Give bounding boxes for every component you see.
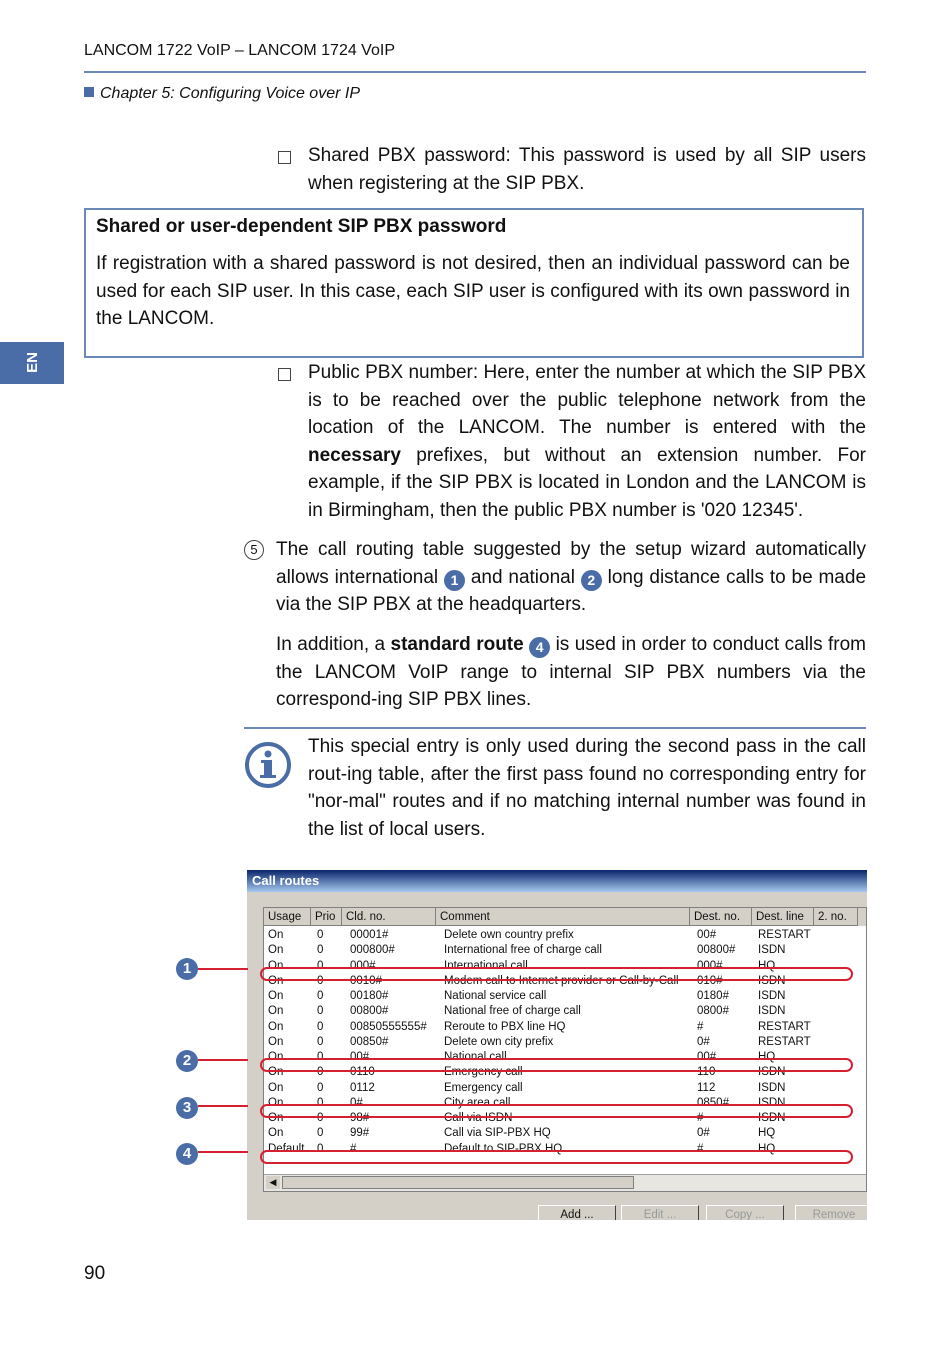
chapter-label: Chapter 5: Configuring Voice over IP bbox=[100, 85, 360, 102]
column-header-prio[interactable]: Prio bbox=[311, 908, 342, 926]
cell-prio: 0 bbox=[317, 1066, 324, 1079]
cell-usage: On bbox=[268, 990, 284, 1002]
cell-usage: On bbox=[268, 959, 284, 972]
square-bullet-icon bbox=[84, 87, 94, 97]
column-header-dest-no[interactable]: Dest. no. bbox=[690, 908, 752, 926]
cell-comment: International free of charge call bbox=[444, 944, 602, 957]
cell-dest-no: 00# bbox=[697, 1051, 717, 1063]
cell-dest-no: 0850# bbox=[697, 1096, 729, 1109]
edit-button[interactable]: Edit ... bbox=[621, 1205, 699, 1220]
cell-dest-no: 110 bbox=[697, 1066, 716, 1079]
cell-usage: On bbox=[268, 1051, 284, 1063]
cell-prio: 0 bbox=[317, 1096, 324, 1109]
cell-comment: City area call bbox=[444, 1096, 511, 1109]
cell-comment: Modem call to Internet provider or Call-by-Call bbox=[444, 974, 679, 987]
cell-usage: On bbox=[268, 1005, 284, 1018]
cell-dest-no: 0# bbox=[697, 1127, 710, 1140]
cell-dest-line: HQ bbox=[758, 1127, 776, 1140]
scroll-thumb[interactable] bbox=[282, 1176, 634, 1189]
cell-usage: On bbox=[268, 1020, 284, 1033]
callout-line bbox=[198, 1059, 248, 1061]
cell-cld-no: 0# bbox=[350, 1096, 363, 1109]
cell-dest-line: RESTART bbox=[758, 1020, 811, 1033]
table-row[interactable] bbox=[264, 1004, 866, 1019]
callout-marker: 2 bbox=[176, 1050, 198, 1072]
cell-cld-no: 99# bbox=[350, 1127, 370, 1140]
cell-cld-no: 000800# bbox=[350, 944, 395, 957]
cell-prio: 0 bbox=[317, 929, 324, 941]
cell-cld-no: 00180# bbox=[350, 990, 389, 1002]
language-tab bbox=[0, 342, 64, 384]
cell-cld-no: 000# bbox=[350, 959, 376, 972]
step-marker: 5 bbox=[244, 540, 264, 560]
table-header bbox=[264, 908, 866, 926]
callout-marker: 3 bbox=[176, 1097, 198, 1119]
cell-prio: 0 bbox=[317, 1020, 324, 1033]
cell-dest-line: ISDN bbox=[758, 990, 786, 1002]
chapter-header bbox=[84, 85, 360, 103]
cell-dest-no: 0# bbox=[697, 1035, 710, 1048]
table-row[interactable] bbox=[264, 1126, 866, 1141]
header-rule bbox=[84, 71, 866, 73]
cell-dest-no: # bbox=[697, 1020, 704, 1033]
cell-cld-no: 00850555555# bbox=[350, 1020, 427, 1033]
copy-button[interactable]: Copy ... bbox=[706, 1205, 784, 1220]
cell-prio: 0 bbox=[317, 1142, 324, 1155]
cell-comment: National free of charge call bbox=[444, 1005, 581, 1018]
cell-dest-line: HQ bbox=[758, 959, 776, 972]
cell-usage: Default bbox=[268, 1142, 305, 1155]
callout-marker: 4 bbox=[176, 1143, 198, 1165]
cell-dest-line: HQ bbox=[758, 1051, 776, 1063]
table-row[interactable] bbox=[264, 1020, 866, 1035]
cell-prio: 0 bbox=[317, 974, 324, 987]
bullet-public-pbx-number bbox=[308, 359, 866, 524]
cell-dest-no: 0180# bbox=[697, 990, 729, 1002]
language-tab-label: EN bbox=[23, 352, 41, 373]
highlight-international bbox=[260, 967, 853, 981]
cell-dest-no: 00800# bbox=[697, 944, 736, 957]
bullet2-bold: necessary bbox=[308, 444, 401, 466]
cell-usage: On bbox=[268, 1127, 284, 1140]
step5-text-b: and national bbox=[465, 566, 581, 588]
cell-usage: On bbox=[268, 1066, 284, 1079]
note-box-body: If registration with a shared password is not desired, then an individual password can be used for each SIP user. In this case, each SIP user is configured with its own password in the LANCOM. bbox=[96, 253, 850, 329]
callout-marker: 2 bbox=[581, 570, 602, 591]
cell-usage: On bbox=[268, 944, 284, 957]
cell-prio: 0 bbox=[317, 1035, 324, 1048]
info-icon bbox=[244, 741, 292, 789]
remove-button[interactable]: Remove bbox=[795, 1205, 867, 1220]
cell-comment: Delete own country prefix bbox=[444, 929, 574, 941]
cell-dest-line: ISDN bbox=[758, 1005, 786, 1018]
cell-cld-no: 00001# bbox=[350, 929, 389, 941]
highlight-city bbox=[260, 1104, 853, 1118]
cell-comment: Call via SIP-PBX HQ bbox=[444, 1127, 551, 1140]
callout-marker: 1 bbox=[176, 958, 198, 980]
table-row[interactable] bbox=[264, 943, 866, 958]
cell-dest-no: 112 bbox=[697, 1081, 716, 1094]
cell-dest-no: 010# bbox=[697, 974, 723, 987]
table-row[interactable] bbox=[264, 1081, 866, 1096]
table-row[interactable] bbox=[264, 928, 866, 943]
info-rule bbox=[244, 727, 866, 729]
step5-text-a: The call routing table suggested by the setup wizard automatically allows international bbox=[276, 539, 866, 588]
step5-text-c: long distance calls to be made via the SIP PBX at the headquarters. bbox=[276, 566, 867, 615]
dialog-title: Call routes bbox=[247, 870, 867, 892]
cell-usage: On bbox=[268, 1081, 284, 1094]
cell-prio: 0 bbox=[317, 1081, 324, 1094]
cell-cld-no: 0010# bbox=[350, 974, 382, 987]
callout-marker: 1 bbox=[444, 570, 465, 591]
step5-bold: standard route bbox=[390, 634, 524, 655]
cell-cld-no: 98# bbox=[350, 1112, 370, 1124]
note-box-title: Shared or user-dependent SIP PBX password bbox=[96, 216, 507, 237]
cell-dest-no: 000# bbox=[697, 959, 723, 972]
cell-dest-line: ISDN bbox=[758, 1112, 786, 1124]
cell-cld-no: 00850# bbox=[350, 1035, 389, 1048]
cell-comment: Default to SIP-PBX HQ bbox=[444, 1142, 563, 1155]
cell-comment: Call via ISDN bbox=[444, 1112, 513, 1124]
cell-prio: 0 bbox=[317, 1005, 324, 1018]
cell-dest-line: RESTART bbox=[758, 1035, 811, 1048]
cell-dest-line: ISDN bbox=[758, 944, 786, 957]
table-row[interactable] bbox=[264, 1035, 866, 1050]
bullet2-text-a: Public PBX number: Here, enter the number at which the SIP PBX is to be reached over the public telephone network from the location of the LANCOM. The number is entered with the bbox=[308, 362, 866, 438]
step5-paragraph-1 bbox=[276, 536, 866, 619]
cell-dest-line: HQ bbox=[758, 1142, 776, 1155]
running-header-title: LANCOM 1722 VoIP – LANCOM 1724 VoIP bbox=[84, 42, 395, 59]
highlight-national bbox=[260, 1058, 853, 1072]
bullet2-text-b: prefixes, but without an extension number. For example, if the SIP PBX is located in London and the LANCOM is in Birmingham, then the public PBX number is '020 12345'. bbox=[308, 444, 866, 521]
page-number: 90 bbox=[84, 1263, 106, 1284]
cell-comment: International call bbox=[444, 959, 528, 972]
cell-usage: On bbox=[268, 1112, 284, 1124]
cell-dest-no: # bbox=[697, 1112, 704, 1124]
cell-prio: 0 bbox=[317, 1112, 324, 1124]
table-row[interactable] bbox=[264, 989, 866, 1004]
cell-comment: Reroute to PBX line HQ bbox=[444, 1020, 566, 1033]
checkbox-bullet-icon bbox=[278, 368, 291, 381]
scroll-left-icon[interactable]: ◀ bbox=[266, 1176, 280, 1189]
cell-dest-no: # bbox=[697, 1142, 704, 1155]
callout-line bbox=[198, 1151, 248, 1153]
cell-prio: 0 bbox=[317, 990, 324, 1002]
column-header-comment[interactable]: Comment bbox=[436, 908, 690, 926]
cell-dest-line: RESTART bbox=[758, 929, 811, 941]
cell-cld-no: 00# bbox=[350, 1051, 370, 1063]
cell-dest-no: 0800# bbox=[697, 1005, 729, 1018]
info-note-text: This special entry is only used during the second pass in the call rout-ing table, after the first pass found no corresponding entry for "nor-mal" routes and if no matching internal number was found in the list of local users. bbox=[308, 736, 866, 840]
horizontal-scrollbar[interactable] bbox=[264, 1174, 866, 1191]
cell-cld-no: 0110 bbox=[350, 1066, 375, 1079]
cell-prio: 0 bbox=[317, 1127, 324, 1140]
checkbox-bullet-icon bbox=[278, 151, 291, 164]
cell-dest-no: 00# bbox=[697, 929, 717, 941]
cell-usage: On bbox=[268, 929, 284, 941]
column-header-usage[interactable]: Usage bbox=[264, 908, 311, 926]
cell-usage: On bbox=[268, 974, 284, 987]
column-header-dest-line[interactable]: Dest. line bbox=[752, 908, 814, 926]
cell-cld-no: # bbox=[350, 1142, 357, 1155]
cell-comment: National call bbox=[444, 1051, 507, 1063]
cell-usage: On bbox=[268, 1096, 284, 1109]
cell-cld-no: 0112 bbox=[350, 1081, 375, 1094]
call-routes-table[interactable] bbox=[263, 907, 867, 1192]
cell-comment: Emergency call bbox=[444, 1066, 523, 1079]
step5-text-d: In addition, a bbox=[276, 634, 391, 655]
callout-line bbox=[198, 968, 248, 970]
callout-line bbox=[198, 1105, 248, 1107]
cell-comment: Delete own city prefix bbox=[444, 1035, 554, 1048]
highlight-default bbox=[260, 1150, 853, 1164]
cell-usage: On bbox=[268, 1035, 284, 1048]
cell-dest-line: ISDN bbox=[758, 1081, 786, 1094]
add-button[interactable]: Add ... bbox=[538, 1205, 616, 1220]
cell-cld-no: 00800# bbox=[350, 1005, 389, 1018]
step5-text-e: is used in order to conduct calls from the LANCOM VoIP range to internal SIP PBX numbers via the correspond-ing SIP PBX lines. bbox=[276, 634, 867, 710]
cell-prio: 0 bbox=[317, 1051, 324, 1063]
cell-dest-line: ISDN bbox=[758, 1066, 786, 1079]
call-routes-dialog bbox=[247, 870, 867, 1220]
cell-dest-line: ISDN bbox=[758, 1096, 786, 1109]
step5-paragraph-2 bbox=[276, 631, 866, 714]
cell-dest-line: ISDN bbox=[758, 974, 786, 987]
column-header-cld-no[interactable]: Cld. no. bbox=[342, 908, 436, 926]
bullet-shared-password: Shared PBX password: This password is used by all SIP users when registering at the SIP PBX. bbox=[308, 145, 866, 194]
cell-comment: National service call bbox=[444, 990, 547, 1002]
callout-marker: 4 bbox=[529, 637, 550, 658]
cell-prio: 0 bbox=[317, 944, 324, 957]
cell-prio: 0 bbox=[317, 959, 324, 972]
column-header-2-no[interactable]: 2. no. bbox=[814, 908, 858, 926]
cell-comment: Emergency call bbox=[444, 1081, 523, 1094]
